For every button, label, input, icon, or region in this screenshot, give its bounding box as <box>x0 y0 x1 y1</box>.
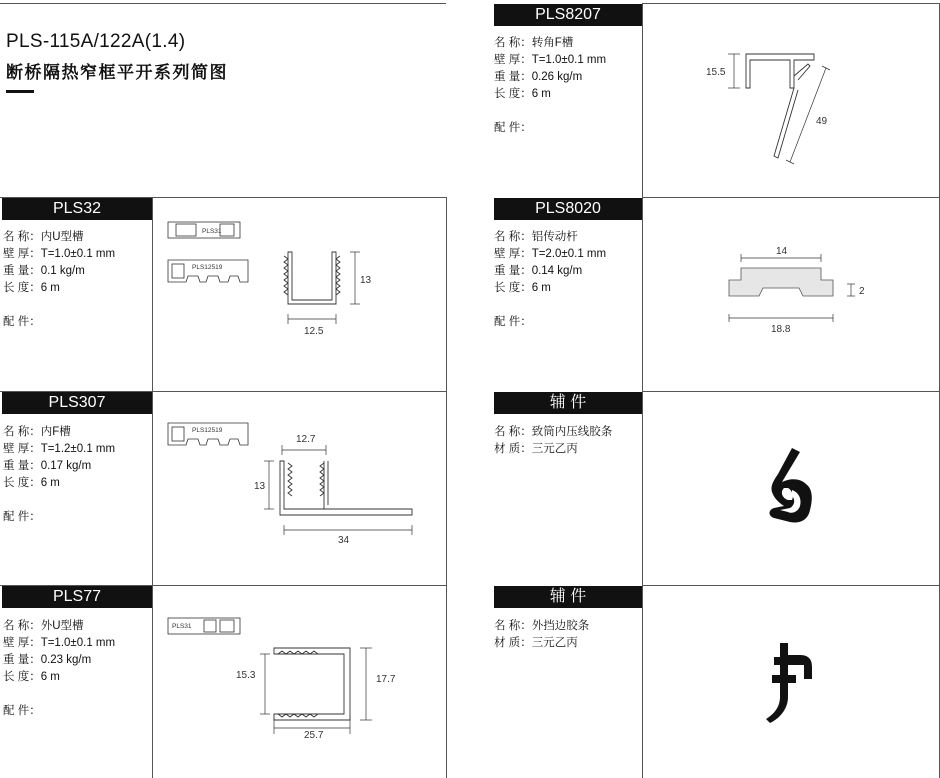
series-title: 断桥隔热窄框平开系列简图 <box>6 63 228 82</box>
dim-height: 15.5 <box>706 67 726 78</box>
spec-length: 长 度：6 m <box>494 88 551 100</box>
spec-length: 长 度：6 m <box>3 671 60 683</box>
spec-block-pls307 <box>3 424 115 526</box>
accessory-tag-2: 辅 件 <box>494 586 642 608</box>
product-code-pls77: PLS77 <box>2 586 152 608</box>
profile-drawing-pls77 <box>160 600 430 750</box>
spec-parts: 配 件： <box>494 122 532 134</box>
spec-block-accessory-1 <box>494 424 612 458</box>
dim-width-top: 12.7 <box>296 434 316 445</box>
spec-thickness: 壁 厚：T=1.0±0.1 mm <box>3 637 116 649</box>
spec-weight: 重 量：0.14 kg/m <box>494 265 583 277</box>
spec-thickness: 壁 厚：T=2.0±0.1 mm <box>494 248 607 260</box>
divider-col-left <box>152 197 153 778</box>
profile-drawing-pls8207 <box>690 40 890 180</box>
dim-width: 12.5 <box>304 326 324 337</box>
spec-name: 名 称：内F槽 <box>3 426 71 438</box>
divider-row2-right <box>642 391 940 392</box>
dim-outer-height: 17.7 <box>376 674 396 685</box>
dim-top-width: 14 <box>776 246 788 257</box>
spec-name: 名 称：外挡边胶条 <box>494 620 590 632</box>
spec-block-pls8020 <box>494 229 606 331</box>
spec-thickness: 壁 厚：T=1.0±0.1 mm <box>3 248 116 260</box>
spec-weight: 重 量：0.23 kg/m <box>3 654 92 666</box>
dim-thickness: 2 <box>859 286 865 297</box>
spec-weight: 重 量：0.26 kg/m <box>494 71 583 83</box>
product-code-pls32: PLS32 <box>2 198 152 220</box>
gasket-drawing-2 <box>760 635 840 735</box>
gasket-shape <box>766 643 812 723</box>
thumb-label-pls31: PLS31 <box>202 228 222 235</box>
spec-name: 名 称：铝传动杆 <box>494 231 578 243</box>
accessory-tag-1: 辅 件 <box>494 392 642 414</box>
spec-name: 名 称：内U型槽 <box>3 231 84 243</box>
spec-parts: 配 件： <box>3 316 41 328</box>
dim-width: 34 <box>338 535 350 546</box>
spec-name: 名 称：转角F槽 <box>494 37 574 49</box>
spec-block-pls8207 <box>494 35 606 137</box>
spec-length: 长 度：6 m <box>3 282 60 294</box>
spec-block-accessory-2 <box>494 618 589 652</box>
dim-height: 13 <box>360 275 372 286</box>
gasket-drawing-1 <box>760 440 840 540</box>
spec-length: 长 度：6 m <box>3 477 60 489</box>
spec-block-pls32 <box>3 229 115 331</box>
profile-drawing-pls32 <box>160 210 430 350</box>
spec-material: 材 质：三元乙丙 <box>494 443 578 455</box>
divider-col-right <box>642 3 643 778</box>
thumb-label-pls12519: PLS12519 <box>192 264 223 271</box>
dim-width: 25.7 <box>304 730 324 741</box>
divider-top-left <box>0 3 446 4</box>
spec-parts: 配 件： <box>3 705 41 717</box>
profile-drawing-pls8020 <box>715 240 895 340</box>
dim-length: 49 <box>816 116 828 127</box>
product-code-pls307: PLS307 <box>2 392 152 414</box>
dim-inner-height: 15.3 <box>236 670 256 681</box>
spec-block-pls77 <box>3 618 115 720</box>
divider-col-mid <box>446 197 447 778</box>
thumb-label-pls12519: PLS12519 <box>192 427 223 434</box>
spec-parts: 配 件： <box>3 511 41 523</box>
divider-row1-right <box>642 197 940 198</box>
spec-name: 名 称：致筒内压线胶条 <box>494 426 613 438</box>
divider-row3-right <box>642 585 940 586</box>
spec-name: 名 称：外U型槽 <box>3 620 84 632</box>
spec-material: 材 质：三元乙丙 <box>494 637 578 649</box>
spec-length: 长 度：6 m <box>494 282 551 294</box>
profile-drawing-pls307 <box>160 405 430 555</box>
product-code-pls8020: PLS8020 <box>494 198 642 220</box>
dim-width: 18.8 <box>771 324 791 335</box>
thumb-label-pls31: PLS31 <box>172 623 192 630</box>
dim-height: 13 <box>254 481 266 492</box>
spec-weight: 重 量：0.17 kg/m <box>3 460 92 472</box>
product-code-pls8207: PLS8207 <box>494 4 642 26</box>
model-title: PLS-115A/122A(1.4) <box>6 31 186 52</box>
spec-weight: 重 量：0.1 kg/m <box>3 265 85 277</box>
spec-thickness: 壁 厚：T=1.0±0.1 mm <box>494 54 607 66</box>
divider-top-right <box>642 3 940 4</box>
spec-parts: 配 件： <box>494 316 532 328</box>
spec-thickness: 壁 厚：T=1.2±0.1 mm <box>3 443 116 455</box>
title-underline <box>6 90 34 93</box>
